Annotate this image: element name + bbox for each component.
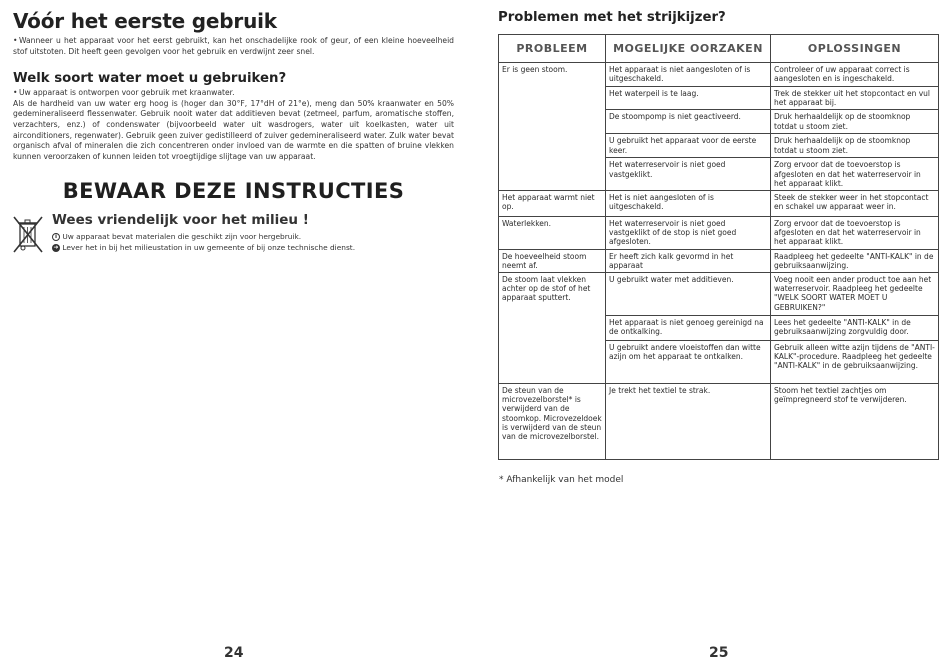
environment-title: Wees vriendelijk voor het milieu ! (52, 212, 309, 229)
environment-line-recycle-text: Uw apparaat bevat materialen die geschikt zijn voor hergebruik. (62, 232, 302, 242)
cell-cause: U gebruikt het apparaat voor de eerste keer. (606, 134, 771, 158)
troubleshooting-title: Problemen met het strijkijzer? (498, 10, 726, 25)
cell-cause: Het apparaat is niet aangesloten of is uitgeschakeld. (606, 63, 771, 87)
cell-solution: Steek de stekker weer in het stopcontact en schakel uw apparaat weer in. (771, 191, 939, 217)
cell-cause: Het is niet aangesloten of is uitgeschakeld. (606, 191, 771, 217)
header-problem: PROBLEEM (499, 35, 606, 63)
cell-cause: Het waterpeil is te laag. (606, 87, 771, 110)
cell-problem: De hoeveelheid stoom neemt af. (499, 249, 606, 272)
cell-solution: Stoom het textiel zachtjes om geïmpregneerd stof te verwijderen. (771, 384, 939, 460)
table-row (499, 63, 939, 87)
environment-line-dropoff (52, 243, 355, 253)
water-type-paragraph: Als de hardheid van uw water erg hoog is (hoger dan 30°F, 17°dH of 21°e), meng dan 50% kraanwater en 50% gedemineraliseerd flessenwater. Gebruik nooit water dat additieven bevat (zetmeel, parfum, aromatische stoffen, verzachters, enz.) of condenswater (bijvoorbeeld water uit wasdrogers, water uit koelkasten, water uit airconditioners, regenwater). Gebruik geen zuiver gedistilleerd of zuiver gedemineraliseerd water. Zulk water bevat organisch afval of mineralen die zich concentreren onder invloed van de warmte en die spatten of bruine vlekken kunnen veroorzaken of kunnen leiden tot vroegtijdige slijtage van uw apparaat. (13, 98, 454, 161)
page-number-left: 24 (224, 645, 244, 661)
cell-problem: De stoom laat vlekken achter op de stof of het apparaat sputtert. (499, 273, 606, 384)
bullet-icon: • (13, 36, 18, 45)
cell-solution: Trek de stekker uit het stopcontact en vul het apparaat bij. (771, 87, 939, 110)
cell-cause: Je trekt het textiel te strak. (606, 384, 771, 460)
header-causes: MOGELIJKE OORZAKEN (606, 35, 771, 63)
environment-line-dropoff-text: Lever het in bij het milieustation in uw gemeente of bij onze technische dienst. (62, 243, 356, 253)
arrow-right-icon: ➜ (53, 244, 59, 252)
cell-solution: Druk herhaaldelijk op de stoomknop totdat u stoom ziet. (771, 110, 939, 134)
water-type-bullet (13, 88, 454, 99)
keep-instructions-title: BEWAAR DEZE INSTRUCTIES (62, 179, 405, 204)
cell-solution: Voeg nooit een ander product toe aan het waterreservoir. Raadpleeg het gedeelte "WELK SOORT WATER MOET U GEBRUIKEN?" (771, 273, 939, 316)
heading-first-use: Vóór het eerste gebruik (13, 9, 277, 33)
cell-solution: Lees het gedeelte "ANTI-KALK" in de gebruiksaanwijzing zorgvuldig door. (771, 316, 939, 341)
troubleshooting-table (498, 34, 939, 460)
environment-section (13, 212, 454, 256)
environment-line-recycle (52, 232, 301, 242)
cell-cause: De stoompomp is niet geactiveerd. (606, 110, 771, 134)
cell-solution: Zorg ervoor dat de toevoerstop is afgesloten en dat het waterreservoir in het apparaat klikt. (771, 158, 939, 191)
cell-cause: Het waterreservoir is niet goed vastgeklikt. (606, 158, 771, 191)
first-use-paragraph: Wanneer u het apparaat voor het eerst gebruikt, kan het onschadelijke rook of geur, of een kleine hoeveelheid stof uitstoten. Dit heeft geen gevolgen voor het gebruik en verdwijnt zeer snel. (13, 36, 454, 56)
table-row (499, 273, 939, 316)
cell-cause: Het apparaat is niet genoeg gereinigd na de ontkalking. (606, 316, 771, 341)
cell-cause: U gebruikt water met additieven. (606, 273, 771, 316)
cell-solution: Gebruik alleen witte azijn tijdens de "ANTI-KALK"-procedure. Raadpleeg het gedeelte "ANTI-KALK" in de gebruiksaanwijzing. (771, 341, 939, 384)
cell-solution: Druk herhaaldelijk op de stoomknop totdat u stoom ziet. (771, 134, 939, 158)
cell-cause: Het waterreservoir is niet goed vastgeklikt of de stop is niet goed afgesloten. (606, 217, 771, 250)
heading-water-type: Welk soort water moet u gebruiken? (13, 71, 287, 87)
header-solutions: OPLOSSINGEN (771, 35, 939, 63)
cell-solution: Zorg ervoor dat de toevoerstop is afgesloten en dat het waterreservoir in het apparaat klikt. (771, 217, 939, 250)
table-row (499, 217, 939, 250)
left-page (13, 8, 454, 256)
water-type-bullet-text: Uw apparaat is ontworpen voor gebruik met kraanwater. (19, 88, 235, 98)
cell-cause: U gebruikt andere vloeistoffen dan witte azijn om het apparaat te ontkalken. (606, 341, 771, 384)
crossed-bin-icon (13, 214, 43, 254)
cell-solution: Raadpleeg het gedeelte "ANTI-KALK" in de gebruiksaanwijzing. (771, 249, 939, 272)
footnote: * Afhankelijk van het model (499, 475, 624, 485)
first-use-text (13, 36, 454, 57)
page-number-right: 25 (709, 645, 729, 661)
info-icon: i (52, 233, 60, 241)
cell-solution: Controleer of uw apparaat correct is aangesloten en is ingeschakeld. (771, 63, 939, 87)
cell-problem: Het apparaat warmt niet op. (499, 191, 606, 217)
bullet-icon: • (13, 88, 18, 98)
table-row (499, 384, 939, 460)
cell-cause: Er heeft zich kalk gevormd in het apparaat (606, 249, 771, 272)
table-row (499, 191, 939, 217)
cell-problem: De steun van de microvezelborstel* is verwijderd van de stoomkop. Microvezeldoek is verwijderd van de steun van de microvezelborstel. (499, 384, 606, 460)
cell-problem: Waterlekken. (499, 217, 606, 250)
cell-problem: Er is geen stoom. (499, 63, 606, 191)
table-header-row (499, 35, 939, 63)
table-row (499, 249, 939, 272)
